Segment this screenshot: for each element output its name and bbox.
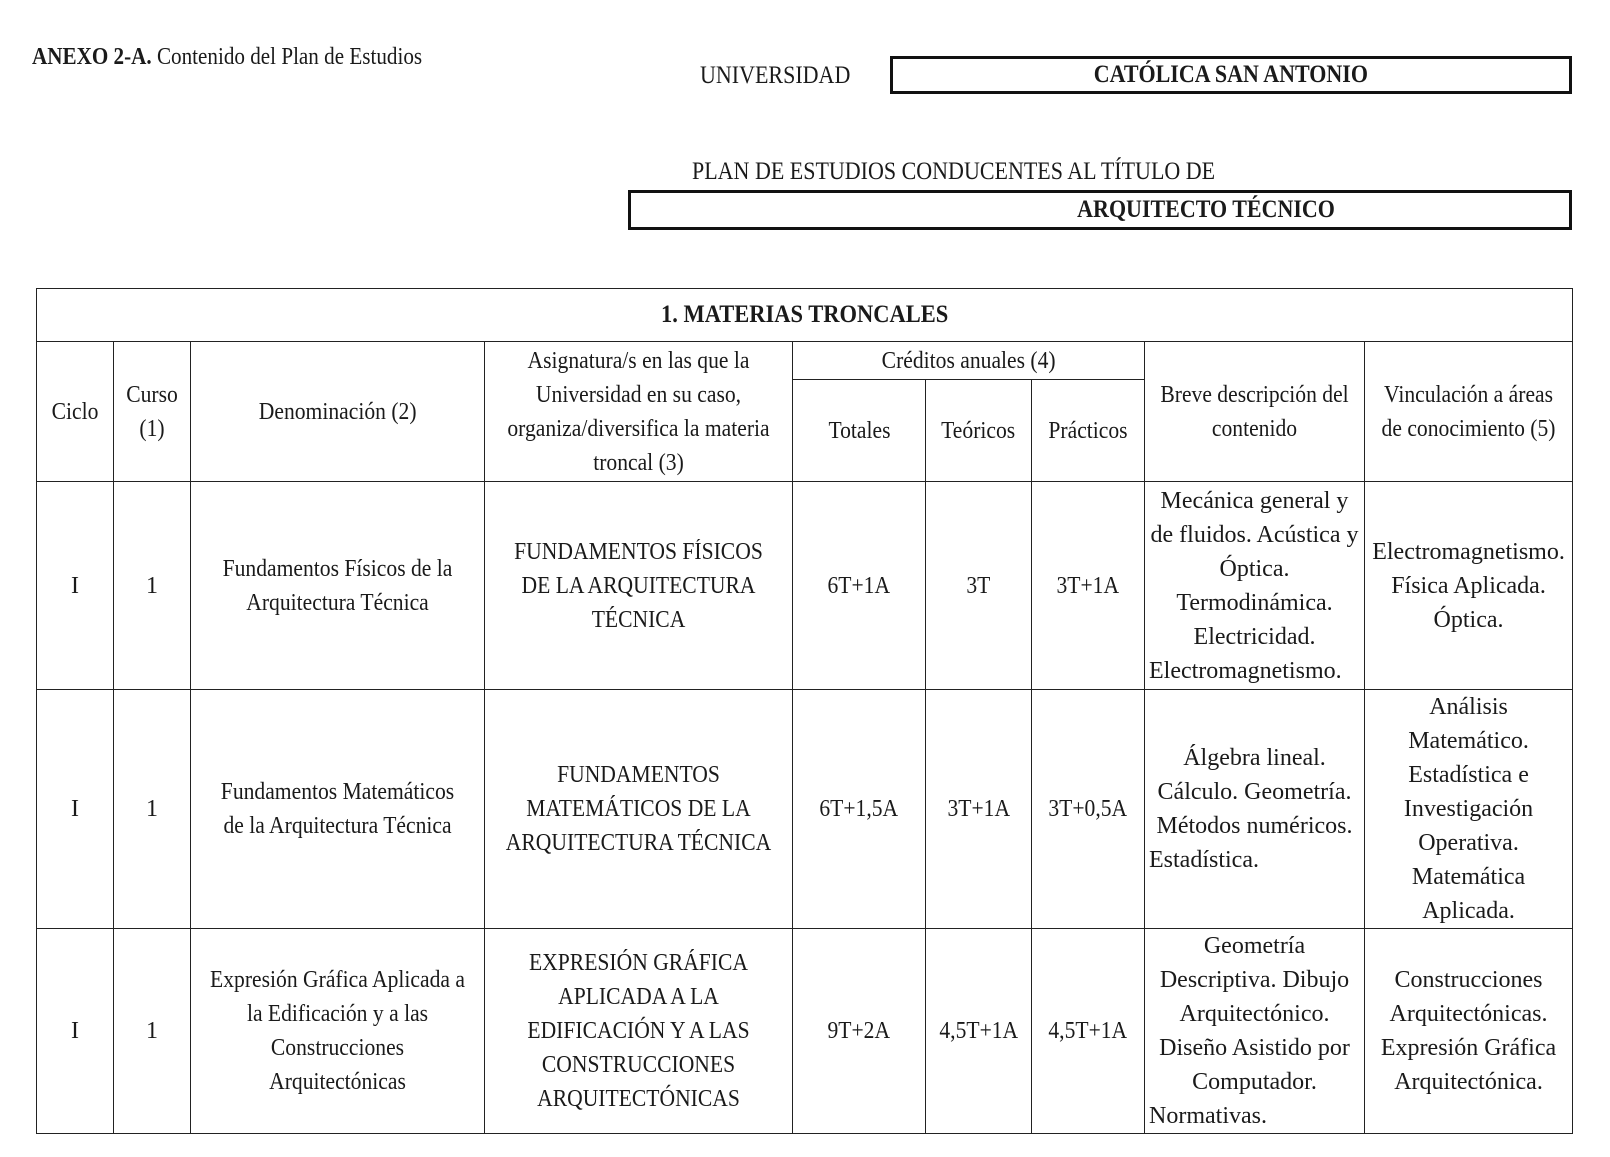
cell-totales — [793, 690, 926, 929]
col-header-curso — [114, 342, 191, 482]
cell-practicos — [1032, 482, 1145, 690]
cell-descripcion: Álgebra lineal. Cálculo. Geometría. Métodos numéricos. Estadística. — [1145, 690, 1365, 929]
col-header-descripcion — [1145, 342, 1365, 482]
cell-denominacion-text: Fundamentos Físicos de la Arquitectura Técnica — [222, 555, 453, 616]
cell-practicos — [1032, 690, 1145, 929]
cell-ciclo: I — [37, 482, 114, 690]
table-row — [37, 929, 1573, 1134]
cell-teoricos-text: 3T+1A — [947, 796, 1010, 822]
col-header-asignaturas-text: Asignatura/s en las que la Universidad en su caso, organiza/diversifica la materia troncal (3) — [507, 347, 770, 476]
cell-practicos — [1032, 929, 1145, 1134]
table-row — [37, 482, 1573, 690]
cell-denominacion-text: Expresión Gráfica Aplicada a la Edificación y a las Construcciones Arquitectónicas — [210, 967, 465, 1095]
col-header-descripcion-text: Breve descripción del contenido — [1160, 381, 1349, 442]
cell-curso: 1 — [114, 929, 191, 1134]
degree-title: ARQUITECTO TÉCNICO — [1076, 196, 1335, 223]
cell-curso: 1 — [114, 690, 191, 929]
cell-denominacion — [191, 929, 485, 1134]
cell-practicos-text: 4,5T+1A — [1048, 1018, 1128, 1044]
cell-teoricos — [926, 929, 1032, 1134]
cell-ciclo: I — [37, 929, 114, 1134]
cell-asignatura — [485, 482, 793, 690]
plan-label: PLAN DE ESTUDIOS CONDUCENTES AL TÍTULO DE — [692, 158, 1216, 185]
col-header-ciclo — [37, 342, 114, 482]
cell-vinculacion: Electromagnetismo. Física Aplicada. Óptica. — [1365, 482, 1573, 690]
cell-descripcion: Geometría Descriptiva. Dibujo Arquitectónico. Diseño Asistido por Computador. Normativas. — [1145, 929, 1365, 1134]
annex-heading — [32, 44, 422, 71]
cell-teoricos-text: 4,5T+1A — [939, 1018, 1018, 1044]
cell-practicos-text: 3T+0,5A — [1048, 796, 1128, 822]
col-header-creditos — [793, 342, 1145, 380]
cell-teoricos — [926, 690, 1032, 929]
cell-vinculacion: Construcciones Arquitectónicas. Expresión Gráfica Arquitectónica. — [1365, 929, 1573, 1134]
cell-totales-text: 6T+1,5A — [819, 796, 899, 822]
col-header-denominacion — [191, 342, 485, 482]
cell-practicos-text: 3T+1A — [1056, 572, 1120, 599]
col-header-creditos-text: Créditos anuales (4) — [881, 347, 1056, 374]
col-header-vinculacion-text: Vinculación a áreas de conocimiento (5) — [1381, 381, 1556, 442]
cell-denominacion-text: Fundamentos Matemáticos de la Arquitectura Técnica — [220, 779, 455, 839]
col-header-totales-text: Totales — [827, 417, 891, 444]
university-name: CATÓLICA SAN ANTONIO — [1093, 61, 1369, 88]
col-header-practicos-text: Prácticos — [1048, 417, 1128, 444]
cell-vinculacion: Análisis Matemático. Estadística e Investigación Operativa. Matemática Aplicada. — [1365, 690, 1573, 929]
cell-ciclo: I — [37, 690, 114, 929]
cell-descripcion: Mecánica general y de fluidos. Acústica y Óptica. Termodinámica. Electricidad. Electromagnetismo. — [1145, 482, 1365, 690]
col-header-ciclo-text: Ciclo — [51, 398, 99, 425]
col-header-practicos — [1032, 380, 1145, 482]
cell-asignatura-text: FUNDAMENTOS FÍSICOS DE LA ARQUITECTURA TÉCNICA — [514, 538, 763, 633]
cell-totales-text: 9T+2A — [827, 1018, 891, 1044]
col-header-teoricos-text: Teóricos — [941, 417, 1016, 444]
col-header-denominacion-text: Denominación (2) — [258, 398, 417, 425]
university-label: UNIVERSIDAD — [700, 62, 851, 89]
cell-denominacion — [191, 482, 485, 690]
degree-title-box — [628, 190, 1572, 230]
annex-label: ANEXO 2-A. — [32, 44, 152, 70]
cell-denominacion — [191, 690, 485, 929]
cell-totales — [793, 482, 926, 690]
table-row — [37, 690, 1573, 929]
col-header-curso-text: Curso (1) — [126, 381, 178, 442]
cell-totales — [793, 929, 926, 1134]
col-header-teoricos — [926, 380, 1032, 482]
cell-teoricos-text: 3T — [966, 572, 991, 599]
annex-text: Contenido del Plan de Estudios — [151, 44, 423, 70]
section-title — [37, 289, 1573, 342]
section-title-text: 1. MATERIAS TRONCALES — [660, 301, 949, 328]
col-header-asignaturas — [485, 342, 793, 482]
cell-asignatura-text: EXPRESIÓN GRÁFICA APLICADA A LA EDIFICACIÓN Y A LAS CONSTRUCCIONES ARQUITECTÓNICAS — [527, 950, 750, 1112]
cell-asignatura — [485, 929, 793, 1134]
university-name-box — [890, 56, 1572, 94]
cell-asignatura — [485, 690, 793, 929]
cell-asignatura-text: FUNDAMENTOS MATEMÁTICOS DE LA ARQUITECTURA TÉCNICA — [505, 762, 772, 856]
cell-curso: 1 — [114, 482, 191, 690]
cell-teoricos — [926, 482, 1032, 690]
col-header-vinculacion — [1365, 342, 1573, 482]
cell-totales-text: 6T+1A — [827, 572, 891, 599]
col-header-totales — [793, 380, 926, 482]
subjects-table — [36, 288, 1573, 1134]
